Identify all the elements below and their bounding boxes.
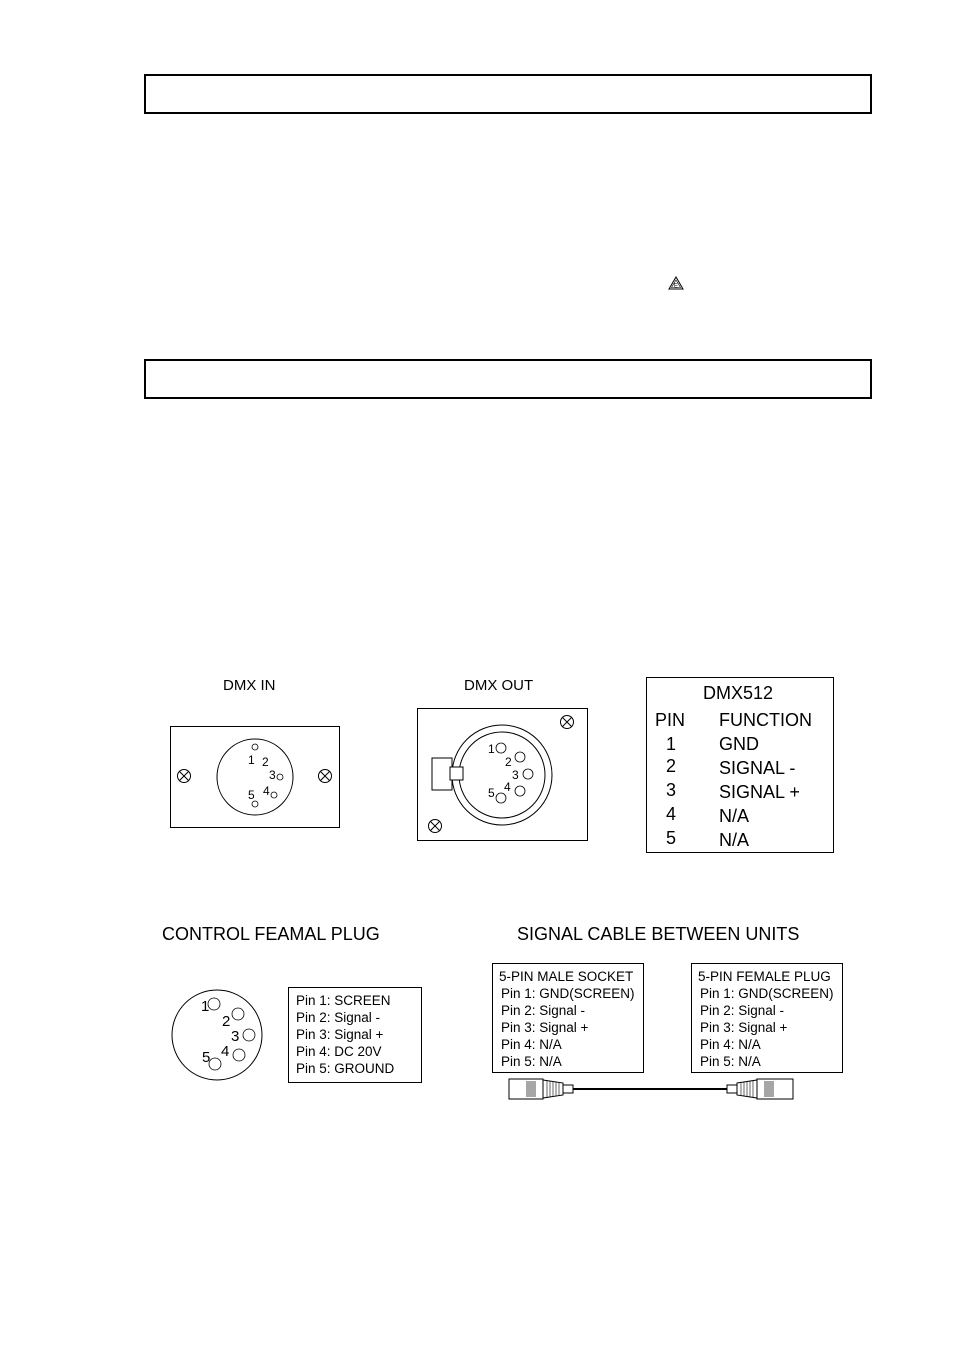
dmx-out-pin-1: 1 [488,742,495,756]
dmx-out-pin-4: 4 [504,780,511,794]
dmx-out-pin-5: 5 [488,786,495,800]
list-item: Pin 3: Signal + [296,1027,384,1042]
list-item: Pin 5: GROUND [296,1061,395,1076]
dmx512-title: DMX512 [703,683,774,703]
signal-cable-drawing [505,1075,800,1103]
dmx512-pin-table [646,677,834,853]
dmx-in-pin-2: 2 [262,755,269,769]
ce-mark-letter: E [673,283,679,290]
dmx-out-pin-2: 2 [505,755,512,769]
list-item: Pin 1: GND(SCREEN) [501,986,635,1001]
male-socket-title: 5-PIN MALE SOCKET [499,969,634,984]
function-header: FUNCTION [719,710,812,730]
dmx-in-pin-4: 4 [263,784,270,798]
table-row-function: N/A [719,830,750,850]
table-row-function: SIGNAL + [719,782,800,802]
dmx-in-connector [170,726,340,828]
list-item: Pin 5: N/A [501,1054,562,1069]
list-item: Pin 1: SCREEN [296,993,391,1008]
list-item: Pin 3: Signal + [501,1020,589,1035]
section-header-box-2 [144,359,872,399]
dmx-out-pin-3: 3 [512,768,519,782]
control-plug-pin-1: 1 [201,998,210,1015]
table-row-pin: 3 [666,780,677,800]
table-row-function: GND [719,734,759,754]
female-plug-title: 5-PIN FEMALE PLUG [698,969,831,984]
list-item: Pin 4: N/A [501,1037,562,1052]
dmx-in-pin-5: 5 [248,788,255,802]
list-item: Pin 4: DC 20V [296,1044,382,1059]
female-plug-pin-list [691,963,843,1073]
control-plug-title: CONTROL FEAMAL PLUG [162,924,380,944]
table-row-pin: 2 [666,756,677,776]
dmx-out-connector [417,708,588,841]
list-item: Pin 5: N/A [700,1054,761,1069]
control-plug-pin-3: 3 [231,1028,240,1045]
control-plug-pin-list [288,987,422,1083]
control-plug-connector [170,985,270,1085]
list-item: Pin 1: GND(SCREEN) [700,986,834,1001]
female-xlr-connector-icon [727,1079,793,1099]
section-header-box-1 [144,74,872,114]
signal-cable-title: SIGNAL CABLE BETWEEN UNITS [517,924,800,944]
table-row-pin: 1 [666,734,677,754]
table-row-function: SIGNAL - [719,758,796,778]
control-plug-pin-4: 4 [221,1043,230,1060]
list-item: Pin 4: N/A [700,1037,761,1052]
pin-header: PIN [655,710,686,730]
male-socket-pin-list [492,963,644,1073]
list-item: Pin 3: Signal + [700,1020,788,1035]
dmx-in-pin-3: 3 [269,768,276,782]
list-item: Pin 2: Signal - [700,1003,785,1018]
dmx-in-label: DMX IN [223,677,276,694]
ce-warning-triangle-icon [668,276,684,290]
table-row-pin: 5 [666,828,677,848]
control-plug-pin-2: 2 [222,1013,231,1030]
control-plug-pin-5: 5 [202,1049,211,1066]
male-xlr-connector-icon [509,1079,573,1099]
table-row-function: N/A [719,806,750,826]
list-item: Pin 2: Signal - [296,1010,381,1025]
dmx-in-pin-1: 1 [248,753,255,767]
list-item: Pin 2: Signal - [501,1003,586,1018]
table-row-pin: 4 [666,804,677,824]
dmx-out-label: DMX OUT [464,677,534,694]
